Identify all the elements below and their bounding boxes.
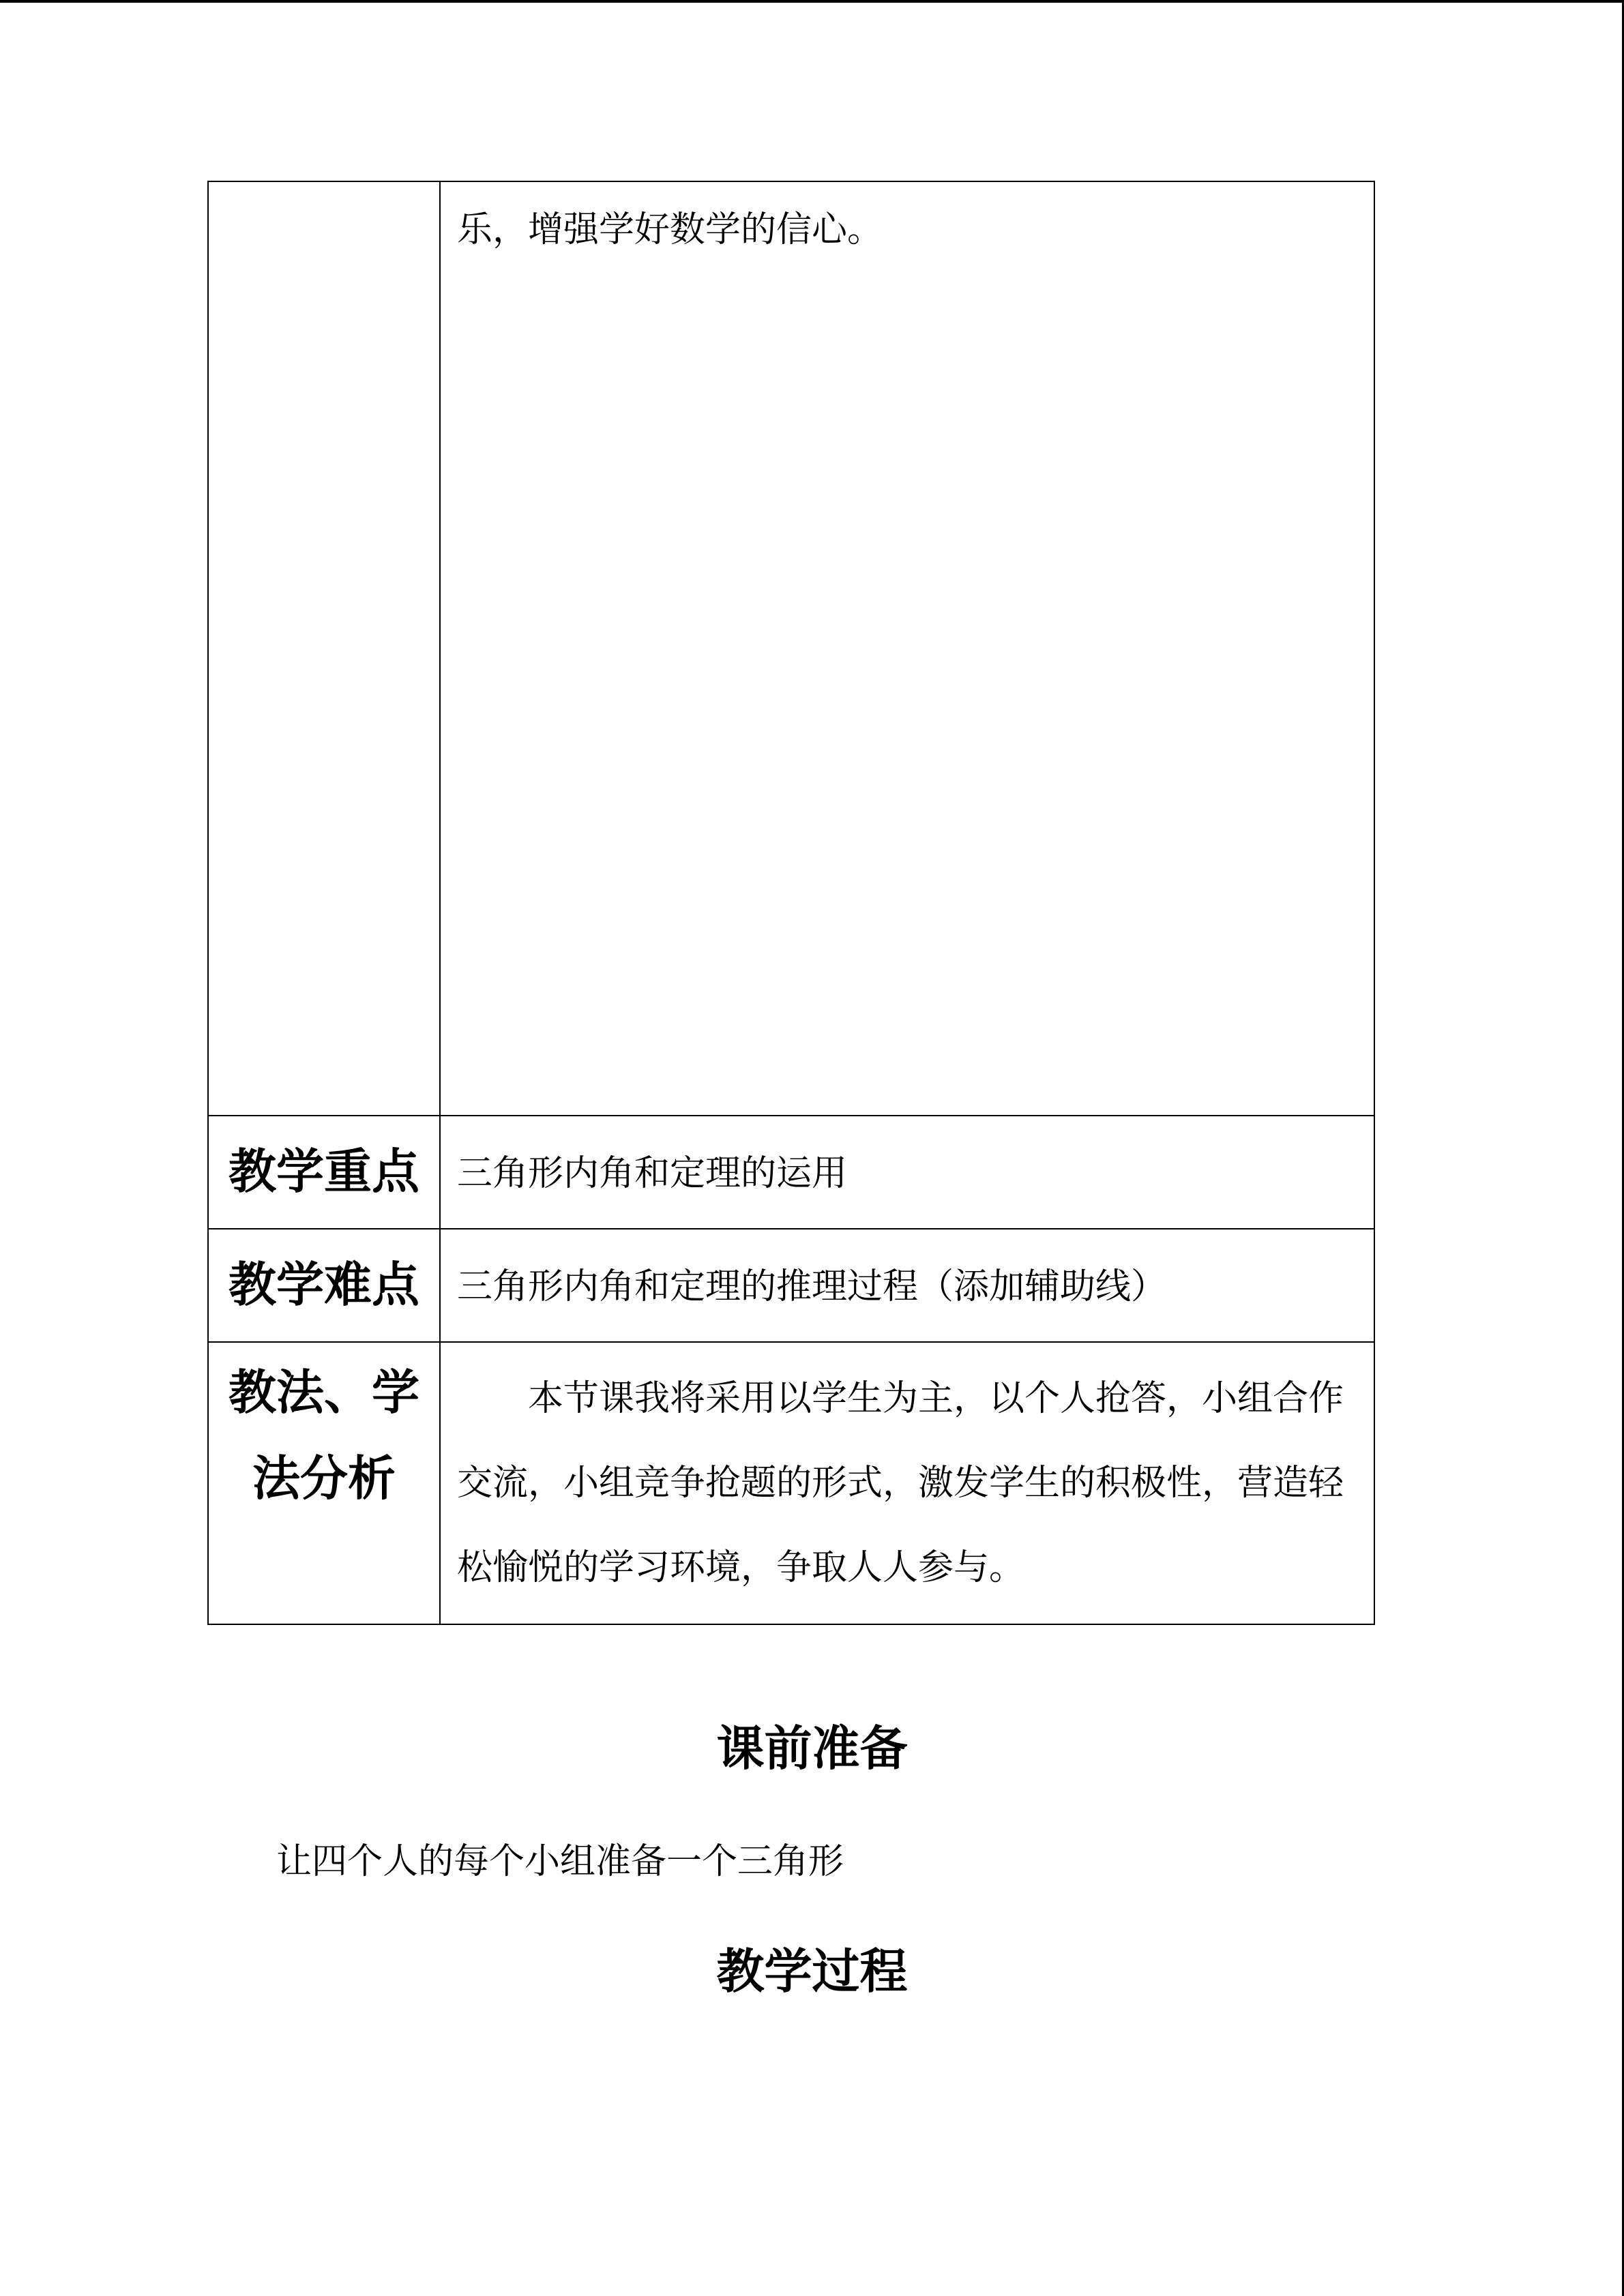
table-row-teaching-focus: [208, 1116, 1374, 1229]
method-analysis-text: 本节课我将采用以学生为主，以个人抢答，小组合作交流，小组竞争抢题的形式，激发学生的积极性，营造轻松愉悦的学习环境，争取人人参与。: [440, 1342, 1374, 1624]
teaching-focus-text: 三角形内角和定理的运用: [440, 1116, 1374, 1229]
row-label-empty: [208, 181, 440, 1116]
table-row-objectives-continued: [208, 181, 1374, 1116]
page-top-border: [0, 0, 1624, 3]
teaching-difficulty-text: 三角形内角和定理的推理过程（添加辅助线）: [440, 1229, 1374, 1342]
lesson-plan-table: [207, 181, 1375, 1625]
table-row-teaching-difficulty: [208, 1229, 1374, 1342]
teaching-difficulty-label: 教学难点: [208, 1229, 440, 1342]
teaching-focus-label: 教学重点: [208, 1116, 440, 1229]
process-heading: 教学过程: [716, 1943, 908, 1999]
method-analysis-label: 教法、学法分析: [208, 1342, 440, 1624]
preparation-text: 让四个人的每个小组准备一个三角形: [276, 1841, 844, 1882]
objectives-continued-text: 乐，增强学好数学的信心。: [440, 181, 1374, 1116]
table-row-method-analysis: [208, 1342, 1374, 1624]
preparation-heading: 课前准备: [716, 1720, 908, 1776]
